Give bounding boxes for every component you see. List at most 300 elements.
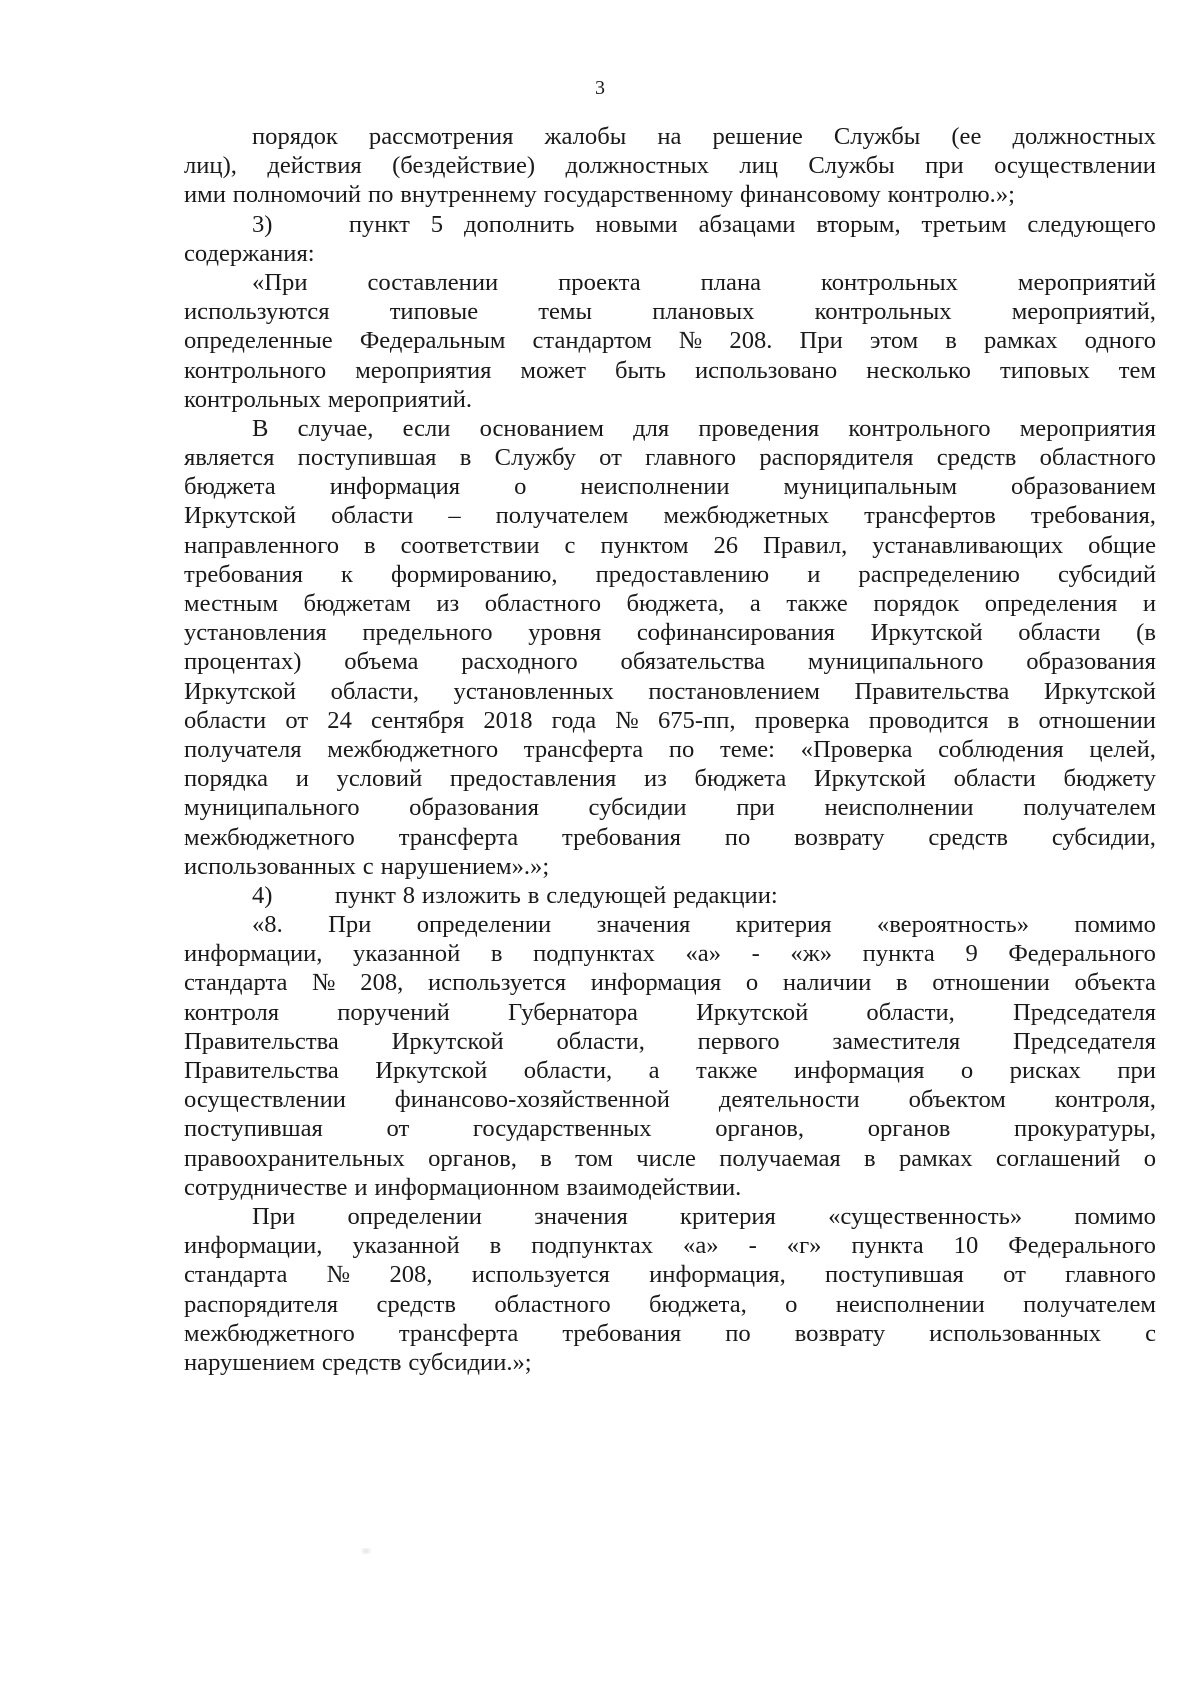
word: трансферта bbox=[398, 1319, 519, 1347]
word: 2018 bbox=[483, 706, 533, 734]
word: мероприятия bbox=[1019, 414, 1156, 442]
word: с bbox=[1145, 1319, 1156, 1347]
word: средств bbox=[321, 1348, 402, 1376]
word: образованием bbox=[1011, 473, 1156, 501]
word: контрольного bbox=[184, 356, 327, 384]
text-line bbox=[184, 531, 1156, 560]
word: изложить bbox=[421, 881, 521, 909]
word: средств bbox=[928, 823, 1008, 851]
word: информационном bbox=[374, 1173, 560, 1201]
word: осуществлении bbox=[994, 152, 1156, 180]
word: по bbox=[668, 735, 695, 763]
word: При bbox=[799, 327, 843, 355]
word: «г» bbox=[786, 1232, 822, 1260]
word: органов, bbox=[428, 1144, 517, 1172]
word: сотрудничестве bbox=[184, 1173, 348, 1201]
word: о bbox=[785, 1290, 798, 1318]
word: бюджета bbox=[694, 765, 787, 793]
word: в bbox=[945, 327, 957, 355]
word: (в bbox=[1136, 619, 1156, 647]
word: соблюдения bbox=[938, 735, 1064, 763]
word: 9 bbox=[965, 940, 978, 968]
word: муниципальным bbox=[783, 473, 958, 501]
word: наличии bbox=[782, 969, 872, 997]
word: по bbox=[367, 181, 394, 209]
text-line bbox=[184, 443, 1156, 472]
word: а bbox=[648, 1057, 660, 1084]
word: должностных bbox=[1012, 123, 1156, 150]
word: типовых bbox=[999, 356, 1090, 384]
word: Иркутской bbox=[696, 998, 809, 1026]
word: «существенность» bbox=[828, 1202, 1023, 1230]
word: 675-пп, bbox=[657, 706, 736, 734]
word: заместителя bbox=[832, 1027, 961, 1055]
word: неисполнении bbox=[824, 794, 974, 822]
word: подпунктах bbox=[531, 1232, 654, 1260]
word: пункт bbox=[348, 210, 410, 238]
word: пункта bbox=[851, 1232, 924, 1260]
word: в bbox=[459, 444, 472, 472]
word: расходного bbox=[461, 648, 578, 676]
word: установленных bbox=[453, 677, 614, 705]
word: взаимодействии. bbox=[566, 1173, 742, 1201]
word: контроля bbox=[184, 998, 280, 1026]
word: используется bbox=[471, 1261, 610, 1289]
text-line bbox=[184, 939, 1156, 968]
word: темы bbox=[538, 298, 593, 326]
word: поступившая bbox=[825, 1261, 964, 1289]
word: из bbox=[436, 590, 460, 617]
word: на bbox=[657, 123, 682, 150]
word: контрольного bbox=[848, 414, 991, 442]
word: 208. bbox=[729, 327, 773, 355]
word: распорядителя bbox=[184, 1290, 339, 1318]
text-line bbox=[184, 297, 1156, 326]
word: определении bbox=[347, 1202, 482, 1230]
word: поступившая bbox=[297, 444, 437, 472]
word: в bbox=[540, 1144, 552, 1172]
text-line bbox=[184, 385, 1156, 414]
word: финансово-хозяйственной bbox=[394, 1086, 670, 1114]
word: установления bbox=[184, 619, 327, 647]
word: средств bbox=[376, 1290, 457, 1318]
word: проекта bbox=[558, 268, 641, 296]
word: устанавливающих bbox=[872, 531, 1064, 559]
word: в bbox=[1007, 706, 1020, 734]
word: получаемая bbox=[719, 1144, 841, 1172]
word: может bbox=[520, 356, 586, 384]
word: нарушением».»; bbox=[380, 852, 550, 880]
word: том bbox=[575, 1144, 613, 1172]
text-line bbox=[184, 1290, 1156, 1319]
word: полномочий bbox=[232, 181, 362, 209]
word: софинансирования bbox=[636, 619, 835, 647]
word: указанной bbox=[353, 940, 461, 968]
word: указанной bbox=[352, 1232, 460, 1260]
word: возврату bbox=[794, 1319, 886, 1347]
word: стандарта bbox=[184, 1261, 288, 1289]
word: При bbox=[328, 911, 372, 939]
word: случае, bbox=[297, 414, 374, 442]
word: трансферта bbox=[398, 823, 519, 851]
text-line bbox=[184, 1085, 1156, 1114]
word: главного bbox=[1065, 1261, 1156, 1289]
word: числе bbox=[636, 1144, 696, 1172]
word: контроля, bbox=[1054, 1086, 1156, 1114]
word: поступившая bbox=[184, 1115, 323, 1143]
word: органов, bbox=[715, 1115, 805, 1143]
text-line bbox=[184, 852, 1156, 881]
word: субсидии, bbox=[1051, 823, 1156, 851]
text-line bbox=[184, 618, 1156, 647]
word: получателя bbox=[184, 735, 302, 763]
text-line bbox=[184, 706, 1156, 735]
word: субсидий bbox=[1057, 560, 1156, 588]
word: Правительства bbox=[184, 1027, 339, 1055]
word: Иркутской bbox=[375, 1057, 488, 1084]
word: 208, bbox=[360, 969, 404, 997]
word: требования, bbox=[1030, 502, 1156, 530]
word: отношении bbox=[932, 969, 1050, 997]
word: помимо bbox=[1074, 911, 1156, 939]
word: «вероятность» bbox=[876, 911, 1030, 939]
word: получателем bbox=[1023, 1290, 1156, 1318]
word: мероприятия bbox=[355, 356, 492, 384]
word: (бездействие) bbox=[392, 152, 536, 180]
word: предельного bbox=[362, 619, 493, 647]
word: 208, bbox=[389, 1261, 433, 1289]
word: «Проверка bbox=[800, 735, 913, 763]
word: общие bbox=[1088, 531, 1156, 559]
text-line bbox=[184, 356, 1156, 385]
word: контрольных bbox=[184, 385, 321, 413]
word: постановлением bbox=[648, 677, 821, 705]
word: является bbox=[184, 444, 275, 472]
word: новыми bbox=[595, 210, 678, 238]
word: используются bbox=[184, 298, 330, 326]
word: плана bbox=[700, 268, 762, 296]
word: от bbox=[285, 706, 309, 734]
word: в bbox=[490, 940, 503, 968]
word: о bbox=[1143, 1144, 1156, 1172]
word: Иркутской bbox=[184, 677, 297, 705]
word: в bbox=[527, 881, 540, 909]
text-line bbox=[184, 414, 1156, 443]
text-line bbox=[184, 1144, 1156, 1173]
word: 26 bbox=[713, 531, 739, 559]
word: бюджета, bbox=[626, 590, 725, 617]
word: информации, bbox=[184, 940, 323, 968]
word: «а» bbox=[685, 940, 721, 968]
word: года bbox=[551, 706, 597, 734]
word: Службы bbox=[808, 152, 895, 180]
word: мероприятий, bbox=[1011, 298, 1156, 326]
word: контрольных bbox=[821, 268, 958, 296]
word: рассмотрения bbox=[368, 123, 514, 150]
text-line bbox=[184, 268, 1156, 297]
word: № bbox=[326, 1261, 351, 1289]
word: области, bbox=[330, 677, 419, 705]
word: Председателя bbox=[1012, 1027, 1156, 1055]
word: дополнить bbox=[463, 210, 575, 238]
word: В bbox=[252, 414, 269, 442]
word: о bbox=[745, 969, 759, 997]
page-number: 3 bbox=[595, 77, 605, 99]
word: к bbox=[340, 560, 353, 588]
word: «ж» bbox=[790, 940, 833, 968]
word: информация bbox=[329, 473, 461, 501]
word: субсидии.»; bbox=[408, 1348, 532, 1376]
word: критерия bbox=[680, 1202, 776, 1230]
word: межбюджетных bbox=[663, 502, 830, 530]
word: Федерального bbox=[1008, 940, 1156, 968]
word: области, bbox=[866, 998, 955, 1026]
word: областного bbox=[494, 1290, 611, 1318]
text-line bbox=[184, 210, 1156, 239]
word: информация bbox=[794, 1057, 925, 1084]
word: контрольных bbox=[814, 298, 952, 326]
word: вторым, bbox=[816, 210, 901, 238]
word: «При bbox=[252, 268, 308, 296]
word: редакции: bbox=[673, 881, 778, 909]
word: муниципального bbox=[807, 648, 984, 676]
word: поручений bbox=[337, 998, 450, 1026]
word: порядок bbox=[873, 590, 960, 617]
text-line bbox=[184, 998, 1156, 1027]
word: от bbox=[386, 1115, 410, 1143]
word: получателем bbox=[1023, 794, 1156, 822]
word: рисках bbox=[1009, 1057, 1081, 1084]
word: отношении bbox=[1038, 706, 1156, 734]
word: органов bbox=[867, 1115, 951, 1143]
text-line bbox=[184, 1027, 1156, 1056]
word: информация, bbox=[649, 1261, 786, 1289]
word: средств bbox=[936, 444, 1017, 472]
text-line bbox=[184, 472, 1156, 501]
word: порядка bbox=[184, 765, 269, 793]
word: объекта bbox=[1074, 969, 1156, 997]
document-body bbox=[184, 122, 1156, 1377]
word: использовано bbox=[694, 356, 838, 384]
text-line bbox=[184, 823, 1156, 852]
word: № bbox=[615, 706, 639, 734]
word: в bbox=[895, 969, 908, 997]
word: № bbox=[312, 969, 336, 997]
word: предоставления bbox=[449, 765, 617, 793]
word: государственных bbox=[472, 1115, 652, 1143]
word: соглашений bbox=[995, 1144, 1121, 1172]
word: критерия bbox=[735, 911, 832, 939]
word: пункт bbox=[334, 881, 396, 909]
word: определения bbox=[984, 590, 1118, 617]
word: 10 bbox=[953, 1232, 979, 1260]
word: информации, bbox=[184, 1232, 323, 1260]
text-line bbox=[184, 1348, 1156, 1377]
word: по bbox=[725, 1319, 751, 1347]
word: Службу bbox=[494, 444, 576, 472]
word: образования bbox=[409, 794, 539, 822]
word: порядок bbox=[252, 123, 338, 150]
word: 8 bbox=[402, 881, 416, 909]
word: значения bbox=[534, 1202, 628, 1230]
word: уровня bbox=[528, 619, 602, 647]
text-line bbox=[184, 1173, 1156, 1202]
word: бюджета, bbox=[648, 1290, 747, 1318]
text-line bbox=[184, 647, 1156, 676]
word: для bbox=[633, 414, 670, 442]
word: о bbox=[514, 473, 527, 501]
word: области bbox=[1018, 619, 1101, 647]
word: стандарта bbox=[184, 969, 288, 997]
word: ими bbox=[184, 181, 226, 209]
word: мероприятий. bbox=[327, 385, 473, 413]
word: и bbox=[807, 560, 821, 588]
word: процентах) bbox=[184, 648, 302, 676]
word: при bbox=[1117, 1057, 1156, 1084]
word: с bbox=[362, 852, 374, 880]
word: образования bbox=[1026, 648, 1156, 676]
word: – bbox=[448, 502, 461, 530]
word: Федеральным bbox=[359, 327, 506, 355]
word: при bbox=[925, 152, 964, 180]
word: в bbox=[489, 1232, 502, 1260]
text-line bbox=[184, 764, 1156, 793]
word: При bbox=[252, 1202, 296, 1230]
word: о bbox=[960, 1057, 974, 1084]
word: абзацами bbox=[698, 210, 796, 238]
text-line bbox=[184, 1231, 1156, 1260]
word: 5 bbox=[430, 210, 444, 238]
text-line bbox=[184, 1202, 1156, 1231]
word: Иркутской bbox=[813, 765, 926, 793]
word: быть bbox=[614, 356, 666, 384]
word: объема bbox=[344, 648, 419, 676]
word: трансферта bbox=[523, 735, 644, 763]
word: лиц), bbox=[184, 152, 237, 180]
word: межбюджетного bbox=[184, 823, 355, 851]
word: мероприятий bbox=[1017, 268, 1156, 296]
word: теме: bbox=[720, 735, 775, 763]
word: сентября bbox=[371, 706, 465, 734]
text-line bbox=[184, 968, 1156, 997]
word: объектом bbox=[908, 1086, 1006, 1114]
word: субсидии bbox=[588, 794, 687, 822]
word: области bbox=[184, 706, 267, 734]
word: главного bbox=[645, 444, 737, 472]
word: третьим bbox=[921, 210, 1007, 238]
word: с bbox=[564, 531, 576, 559]
word: пунктом bbox=[600, 531, 689, 559]
word: следующей bbox=[546, 881, 667, 909]
word: осуществлении bbox=[184, 1086, 346, 1114]
word: используется bbox=[428, 969, 567, 997]
word: Иркутской bbox=[870, 619, 983, 647]
word: распределению bbox=[858, 560, 1020, 588]
word: Иркутской bbox=[391, 1027, 504, 1055]
word: направленного bbox=[184, 531, 339, 559]
word: правоохранительных bbox=[184, 1144, 405, 1172]
word: от bbox=[1003, 1261, 1026, 1289]
text-line bbox=[184, 1260, 1156, 1289]
text-line bbox=[184, 180, 1156, 209]
word: определенные bbox=[184, 327, 333, 355]
text-line bbox=[184, 122, 1156, 151]
word: составлении bbox=[367, 268, 499, 296]
word: контролю.»; bbox=[887, 181, 1015, 209]
text-line bbox=[184, 589, 1156, 618]
word: подпунктах bbox=[533, 940, 655, 968]
word: внутреннему bbox=[400, 181, 537, 209]
word: при bbox=[736, 794, 775, 822]
word: соответствии bbox=[400, 531, 540, 559]
text-line bbox=[184, 793, 1156, 822]
text-line bbox=[184, 881, 1156, 910]
word: целей, bbox=[1089, 735, 1156, 763]
word: пункта bbox=[862, 940, 935, 968]
word: Председателя bbox=[1012, 998, 1156, 1026]
word: типовые bbox=[389, 298, 479, 326]
word: использованных bbox=[929, 1319, 1102, 1347]
word: межбюджетного bbox=[327, 735, 499, 763]
text-line bbox=[184, 560, 1156, 589]
word: - bbox=[751, 940, 760, 968]
word: Губернатора bbox=[507, 998, 638, 1026]
word: проверка bbox=[754, 706, 850, 734]
word: в bbox=[864, 1144, 876, 1172]
word: определении bbox=[416, 911, 552, 939]
word: Правительства bbox=[184, 1057, 339, 1084]
word: помимо bbox=[1074, 1202, 1156, 1230]
word: также bbox=[786, 590, 848, 617]
word: и bbox=[295, 765, 309, 793]
word: в bbox=[363, 531, 376, 559]
word: следующего bbox=[1027, 210, 1156, 238]
word: областного bbox=[1039, 444, 1156, 472]
text-line bbox=[184, 677, 1156, 706]
word: использованных bbox=[184, 852, 356, 880]
word: бюджетам bbox=[303, 590, 411, 617]
word: решение bbox=[712, 123, 803, 150]
word: Правительства bbox=[854, 677, 1010, 705]
word: бюджету bbox=[1063, 765, 1156, 793]
word: рамках bbox=[984, 327, 1058, 355]
word: неисполнении bbox=[580, 473, 730, 501]
word: требования bbox=[562, 1319, 682, 1347]
word: муниципального bbox=[184, 794, 360, 822]
word: Правил, bbox=[763, 531, 848, 559]
word: и bbox=[1142, 590, 1156, 617]
word: лиц bbox=[739, 152, 778, 180]
word: - bbox=[748, 1232, 757, 1260]
word: областного bbox=[484, 590, 601, 617]
word: требования bbox=[562, 823, 681, 851]
word: если bbox=[402, 414, 451, 442]
word: информация bbox=[590, 969, 722, 997]
word: рамках bbox=[898, 1144, 973, 1172]
word: области bbox=[953, 765, 1036, 793]
word: условий bbox=[336, 765, 423, 793]
word: тем bbox=[1118, 356, 1156, 384]
word: формированию, bbox=[391, 560, 558, 588]
text-line bbox=[184, 1114, 1156, 1143]
word: по bbox=[724, 823, 751, 851]
text-line bbox=[184, 1319, 1156, 1348]
word: Федерального bbox=[1008, 1232, 1156, 1260]
word: должностных bbox=[565, 152, 709, 180]
word: финансовому bbox=[740, 181, 881, 209]
word: обязательства bbox=[620, 648, 766, 676]
word: «8. bbox=[252, 911, 283, 939]
